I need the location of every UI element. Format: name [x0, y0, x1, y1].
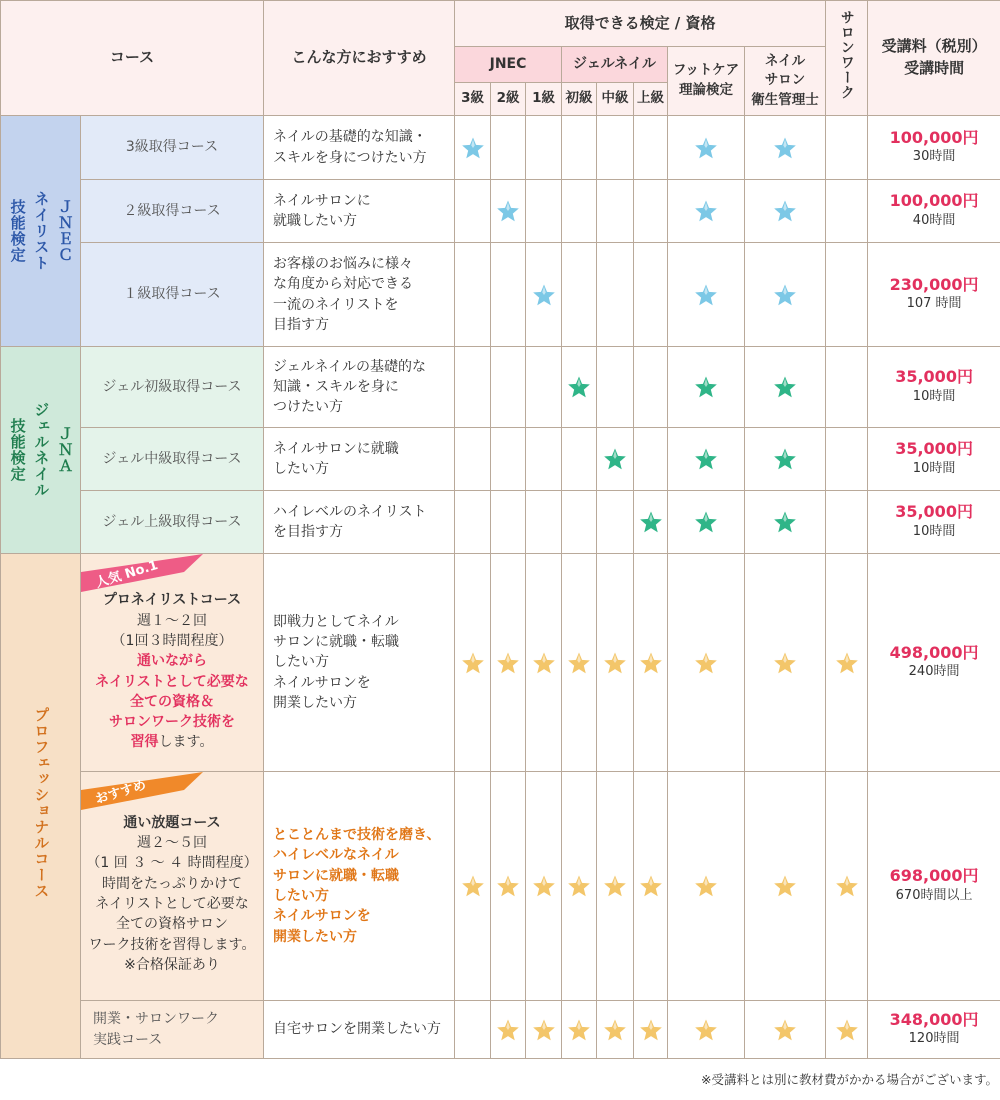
category-jna: 技能検定 ジェルネイル ＪＮＡ [1, 347, 81, 554]
star-icon [745, 428, 826, 491]
table-row [1, 491, 1000, 554]
header-foot: フットケア 理論検定 [668, 47, 745, 116]
star-icon [826, 772, 868, 1001]
star-icon [597, 1001, 634, 1059]
star-icon [634, 772, 668, 1001]
recommend-text: ネイルサロンに就職 したい方 [264, 428, 455, 491]
header-course: コース [1, 1, 264, 116]
fee-cell: 230,000円 107 時間 [868, 243, 1000, 347]
star-icon [668, 428, 745, 491]
recommend-badge: おすすめ [81, 772, 211, 810]
star-icon [634, 1001, 668, 1059]
star-icon [562, 554, 597, 772]
star-icon [668, 491, 745, 554]
star-icon [526, 243, 562, 347]
header-salon-work: サロンワーク [826, 1, 868, 116]
category-pro: プロフェッショナルコース [1, 554, 81, 1059]
star-icon [745, 243, 826, 347]
star-icon [668, 243, 745, 347]
pro-course-card: 人気 No.1 プロネイリストコース 週１～２回 （1回３時間程度） 通いながら ネイリストとして必要な 全ての資格＆ サロンワーク技術を 習得します。 [81, 554, 264, 772]
star-icon [597, 772, 634, 1001]
course-name: ジェル上級取得コース [81, 491, 264, 554]
star-icon [745, 116, 826, 180]
star-icon [668, 116, 745, 180]
level-beginner: 初級 [562, 83, 597, 116]
star-icon [634, 554, 668, 772]
recommend-text: とことんまで技術を磨き、 ハイレベルなネイル サロンに就職・転職 したい方 ネイルサロンを 開業したい方 [264, 772, 455, 1001]
fee-cell: 498,000円 240時間 [868, 554, 1000, 772]
course-name: ジェル初級取得コース [81, 347, 264, 428]
star-icon [745, 1001, 826, 1059]
header-certs: 取得できる検定 / 資格 [455, 1, 826, 47]
star-icon [745, 180, 826, 243]
header-salon-hygiene: ネイル サロン 衛生管理士 [745, 47, 826, 116]
star-icon [826, 1001, 868, 1059]
course-name: ２級取得コース [81, 180, 264, 243]
table-row [1, 243, 1000, 347]
star-icon [562, 772, 597, 1001]
recommend-text: 即戦力としてネイル サロンに就職・転職 したい方 ネイルサロンを 開業したい方 [264, 554, 455, 772]
level-2: 2級 [491, 83, 526, 116]
star-icon [562, 347, 597, 428]
header-jnec: JNEC [455, 47, 562, 83]
star-icon [745, 491, 826, 554]
footnote: ※受講料とは別に教材費がかかる場合がございます。 [701, 1072, 998, 1087]
fee-cell: 35,000円 10時間 [868, 491, 1000, 554]
star-icon [745, 772, 826, 1001]
popular-badge: 人気 No.1 [81, 554, 211, 592]
fee-cell: 35,000円 10時間 [868, 428, 1000, 491]
star-icon [455, 772, 491, 1001]
star-icon [491, 1001, 526, 1059]
star-icon [668, 772, 745, 1001]
fee-cell: 35,000円 10時間 [868, 347, 1000, 428]
course-name: １級取得コース [81, 243, 264, 347]
star-icon [491, 772, 526, 1001]
header-gel: ジェルネイル [562, 47, 668, 83]
star-icon [668, 180, 745, 243]
header-fee: 受講料（税別） 受講時間 [868, 1, 1000, 116]
fee-cell: 100,000円 30時間 [868, 116, 1000, 180]
level-middle: 中級 [597, 83, 634, 116]
star-icon [745, 554, 826, 772]
level-3: 3級 [455, 83, 491, 116]
star-icon [491, 180, 526, 243]
fee-cell: 698,000円 670時間以上 [868, 772, 1000, 1001]
recommend-text: 自宅サロンを開業したい方 [264, 1001, 455, 1059]
star-icon [526, 772, 562, 1001]
practice-course-name: 開業・サロンワーク 実践コース [81, 1001, 264, 1059]
star-icon [526, 1001, 562, 1059]
star-icon [634, 491, 668, 554]
table-row [1, 554, 1000, 772]
unlimited-course-card: おすすめ 通い放題コース 週２～５回 （1 回 ３ ～ ４ 時間程度） 時間をたっぷりかけて ネイリストとして必要な 全ての資格サロン ワーク技術を習得します。 ※合格保証あり [81, 772, 264, 1001]
star-icon [745, 347, 826, 428]
table-row [1, 428, 1000, 491]
table-row [1, 772, 1000, 1001]
level-1: 1級 [526, 83, 562, 116]
table-row [1, 180, 1000, 243]
star-icon [668, 347, 745, 428]
star-icon [455, 554, 491, 772]
header-recommend: こんな方におすすめ [264, 1, 455, 116]
star-icon [455, 116, 491, 180]
course-name: ジェル中級取得コース [81, 428, 264, 491]
course-name: 3級取得コース [81, 116, 264, 180]
recommend-text: ジェルネイルの基礎的な 知識・スキルを身に つけたい方 [264, 347, 455, 428]
star-icon [826, 554, 868, 772]
star-icon [526, 554, 562, 772]
recommend-text: ハイレベルのネイリスト を目指す方 [264, 491, 455, 554]
recommend-text: ネイルサロンに 就職したい方 [264, 180, 455, 243]
level-advanced: 上級 [634, 83, 668, 116]
star-icon [491, 554, 526, 772]
star-icon [597, 428, 634, 491]
star-icon [597, 554, 634, 772]
table-row [1, 347, 1000, 428]
category-jnec: 技能検定 ネイリスト ＪＮＥＣ [1, 116, 81, 347]
recommend-text: ネイルの基礎的な知識・ スキルを身につけたい方 [264, 116, 455, 180]
star-icon [668, 554, 745, 772]
star-icon [562, 1001, 597, 1059]
fee-cell: 348,000円 120時間 [868, 1001, 1000, 1059]
table-row [1, 116, 1000, 180]
table-row [1, 1001, 1000, 1059]
star-icon [668, 1001, 745, 1059]
recommend-text: お客様のお悩みに様々 な角度から対応できる 一流のネイリストを 目指す方 [264, 243, 455, 347]
fee-cell: 100,000円 40時間 [868, 180, 1000, 243]
